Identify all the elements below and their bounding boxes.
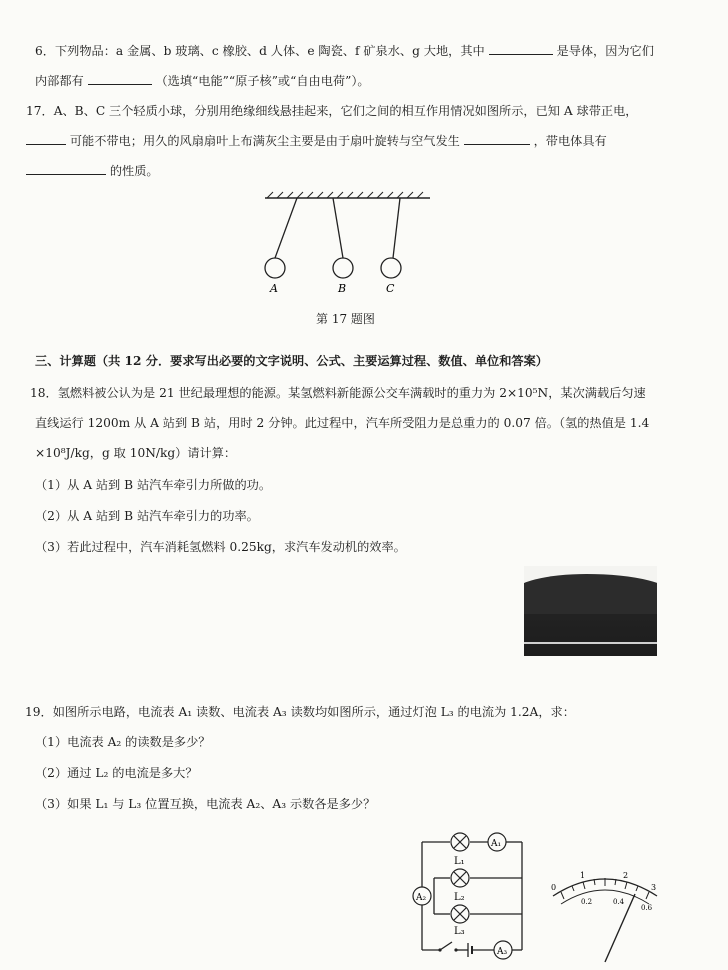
q6-text-c: 内部都有: [35, 74, 84, 88]
photo-road-stripe: [524, 642, 657, 644]
dial-label-2: 2: [623, 871, 629, 880]
q18-line3: ×10⁸J/kg，g 取 10N/kg）请计算：: [35, 446, 237, 460]
ammeter-a3-label: A₃: [497, 947, 508, 957]
section-3-heading: 三、计算题（共 12 分．要求写出必要的文字说明、公式、主要运算过程、数值、单位和答案）: [35, 354, 548, 368]
lamp-l1-label: L₁: [454, 856, 465, 867]
q17-blank-1[interactable]: [26, 132, 66, 145]
q18-line2: 直线运行 1200m 从 A 站到 B 站，用时 2 分钟。此过程中，汽车所受阻力是总重力的 0.07 倍。（氢的热值是 1.4: [35, 416, 650, 430]
dial-label-1: 1: [580, 871, 586, 880]
q17-blank-2[interactable]: [464, 132, 530, 145]
ammeter-a1-label: A₁: [491, 839, 502, 849]
dial-label-0-2: 0.2: [581, 898, 593, 906]
q19-circuit-diagram: [410, 828, 540, 966]
q17-line2: [26, 132, 607, 150]
ball-a: [265, 258, 285, 278]
lamp-l1-icon: [451, 833, 469, 851]
q17-line1: 17．A、B、C 三个轻质小球，分别用绝缘细线悬挂起来，它们之间的相互作用情况如图所示，已知 A 球带正电，: [26, 104, 638, 118]
ball-c: [381, 258, 401, 278]
q6-line1: [35, 42, 654, 60]
q18-sub3: （3）若此过程中，汽车消耗氢燃料 0.25kg，求汽车发动机的效率。: [35, 540, 406, 554]
q17-caption: 第 17 题图: [316, 312, 375, 326]
q6-line2: [35, 72, 370, 90]
q19-line1: 19．如图所示电路，电流表 A₁ 读数、电流表 A₃ 读数均如图所示，通过灯泡 L₃ 的电流为 1.2A，求：: [25, 705, 575, 719]
lamp-l3-icon: [451, 905, 469, 923]
q17-text-b: ，带电体具有: [533, 134, 607, 148]
ball-a-label: A: [270, 282, 278, 295]
q17-diagram: [255, 188, 455, 298]
q18-line1: 18．氢燃料被公认为是 21 世纪最理想的能源。某氢燃料新能源公交车满载时的重力为 2×10⁵N，某次满载后匀速: [30, 386, 646, 400]
q6-text-d: （选填“电能”“原子核”或“自由电荷”）。: [155, 74, 370, 88]
q18-sub2: （2）从 A 站到 B 站汽车牵引力的功率。: [35, 509, 259, 523]
q18-bus-photo: [524, 566, 657, 656]
thread-c: [393, 198, 400, 258]
ammeter-a2-label: A₂: [416, 893, 427, 903]
ball-b-label: B: [338, 282, 347, 295]
lamp-l2-icon: [451, 869, 469, 887]
q19-sub3: （3）如果 L₁ 与 L₃ 位置互换，电流表 A₂、A₃ 示数各是多少？: [35, 797, 376, 811]
q19-ammeter-dial: [545, 866, 665, 966]
photo-hill: [524, 574, 657, 614]
q17-line3: [26, 162, 159, 180]
dial-label-0: 0: [551, 883, 557, 892]
ball-c-label: C: [386, 282, 395, 295]
dial-ticks: [561, 878, 649, 899]
ball-b: [333, 258, 353, 278]
q19-sub2: （2）通过 L₂ 的电流是多大？: [35, 766, 198, 780]
q17-blank-3[interactable]: [26, 162, 106, 175]
ceiling-support: [265, 192, 430, 198]
thread-b: [333, 198, 343, 258]
lamp-l2-label: L₂: [454, 892, 465, 903]
thread-a: [275, 198, 297, 258]
switch-contact: [454, 948, 457, 951]
dial-label-0-6: 0.6: [641, 904, 653, 912]
switch-pivot: [438, 948, 441, 951]
q18-sub1: （1）从 A 站到 B 站汽车牵引力所做的功。: [35, 478, 272, 492]
q6-text-a: 6．下列物品：a 金属、b 玻璃、c 橡胶、d 人体、e 陶瓷、f 矿泉水、g 大地，其中: [35, 44, 485, 58]
dial-label-3: 3: [651, 883, 657, 892]
dial-inner-arc: [561, 890, 649, 904]
q17-text-a: 可能不带电；用久的风扇扇叶上布满灰尘主要是由于扇叶旋转与空气发生: [69, 134, 460, 148]
q19-sub1: （1）电流表 A₂ 的读数是多少？: [35, 735, 211, 749]
dial-label-0-4: 0.4: [613, 898, 625, 906]
q6-blank-1[interactable]: [489, 42, 553, 55]
q17-text-c: 的性质。: [109, 164, 159, 178]
q6-text-b: 是导体，因为它们: [556, 44, 654, 58]
lamp-l3-label: L₃: [454, 926, 465, 937]
q6-blank-2[interactable]: [88, 72, 152, 85]
